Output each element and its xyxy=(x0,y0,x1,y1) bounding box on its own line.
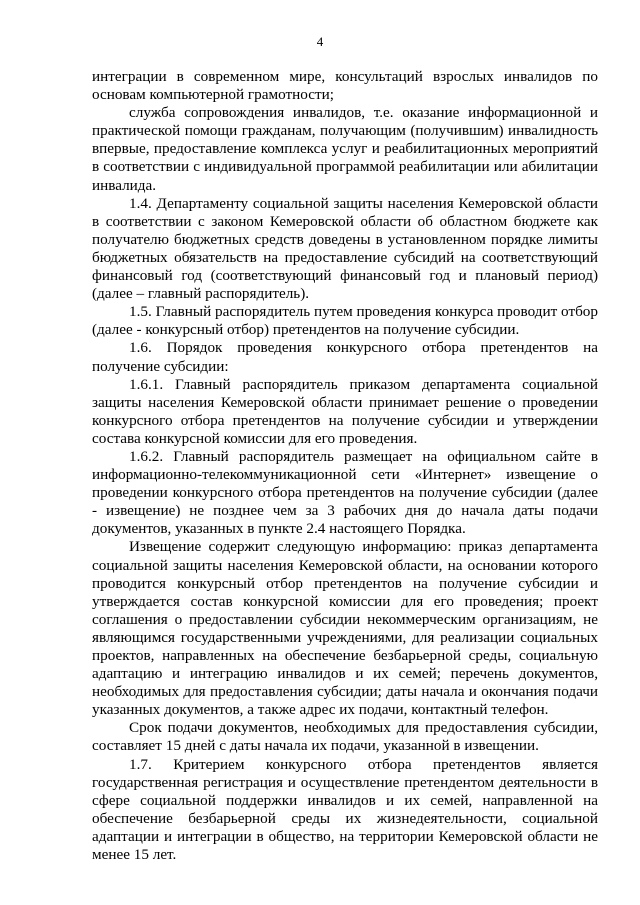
paragraph-submission-period: Срок подачи документов, необходимых для предоставления субсидии, составляет 15 дней с даты начала их подачи, указанной в извещении. xyxy=(92,719,598,755)
paragraph-support-service: служба сопровождения инвалидов, т.е. оказание информационной и практической помощи гражданам, получающим (получившим) инвалидность впервые, предоставление комплекса услуг и реабилитационных мероприятий в соответствии с индивидуальной программой реабилитации или абилитации инвалида. xyxy=(92,104,598,194)
paragraph-1-6: 1.6. Порядок проведения конкурсного отбора претендентов на получение субсидии: xyxy=(92,339,598,375)
paragraph-1-6-1: 1.6.1. Главный распорядитель приказом департамента социальной защиты населения Кемеровской области принимает решение о проведении конкурсного отбора претендентов на получение субсидии и утверждении состава конкурсной комиссии для его проведения. xyxy=(92,375,598,447)
paragraph-continuation: интеграции в современном мире, консультаций взрослых инвалидов по основам компьютерной грамотности; xyxy=(92,68,598,104)
paragraph-1-4: 1.4. Департаменту социальной защиты населения Кемеровской области в соответствии с законом Кемеровской области об областном бюджете как получателю бюджетных средств доведены в установленном порядке лимиты бюджетных обязательств на предоставление субсидий на соответствующий финансовый год (соответствующий финансовый год и плановый период) (далее – главный распорядитель). xyxy=(92,194,598,303)
paragraph-1-5: 1.5. Главный распорядитель путем проведения конкурса проводит отбор (далее - конкурсный отбор) претендентов на получение субсидии. xyxy=(92,303,598,339)
paragraph-notice-contents: Извещение содержит следующую информацию: приказ департамента социальной защиты населения Кемеровской области, на основании которого проводится конкурсный отбор претендентов на получение субсидии и утверждается состав конкурсной комиссии для его проведения; проект соглашения о предоставлении субсидии некоммерческим организациям, не являющимся государственными учреждениями, для реализации социальных проектов, направленных на обеспечение безбарьерной среды, социальную адаптацию и интеграцию инвалидов и их семей; перечень документов, необходимых для предоставления субсидии; даты начала и окончания подачи указанных документов, а также адрес их подачи, контактный телефон. xyxy=(92,538,598,719)
paragraph-1-6-2: 1.6.2. Главный распорядитель размещает на официальном сайте в информационно-телекоммуникационной сети «Интернет» извещение о проведении конкурсного отбора претендентов на получение субсидии (далее - извещение) не позднее чем за 3 рабочих дня до начала даты подачи документов, указанных в пункте 2.4 настоящего Порядка. xyxy=(92,447,598,538)
page-number: 4 xyxy=(316,34,324,49)
paragraph-1-7: 1.7. Критерием конкурсного отбора претендентов является государственная регистрация и осуществление претендентом деятельности в сфере социальной поддержки инвалидов и их семей, направленной на обеспечение безбарьерной среды их жизнедеятельности, социальной адаптации и интеграции в общество, на территории Кемеровской области не менее 15 лет. xyxy=(92,755,598,864)
document-body xyxy=(92,68,598,864)
